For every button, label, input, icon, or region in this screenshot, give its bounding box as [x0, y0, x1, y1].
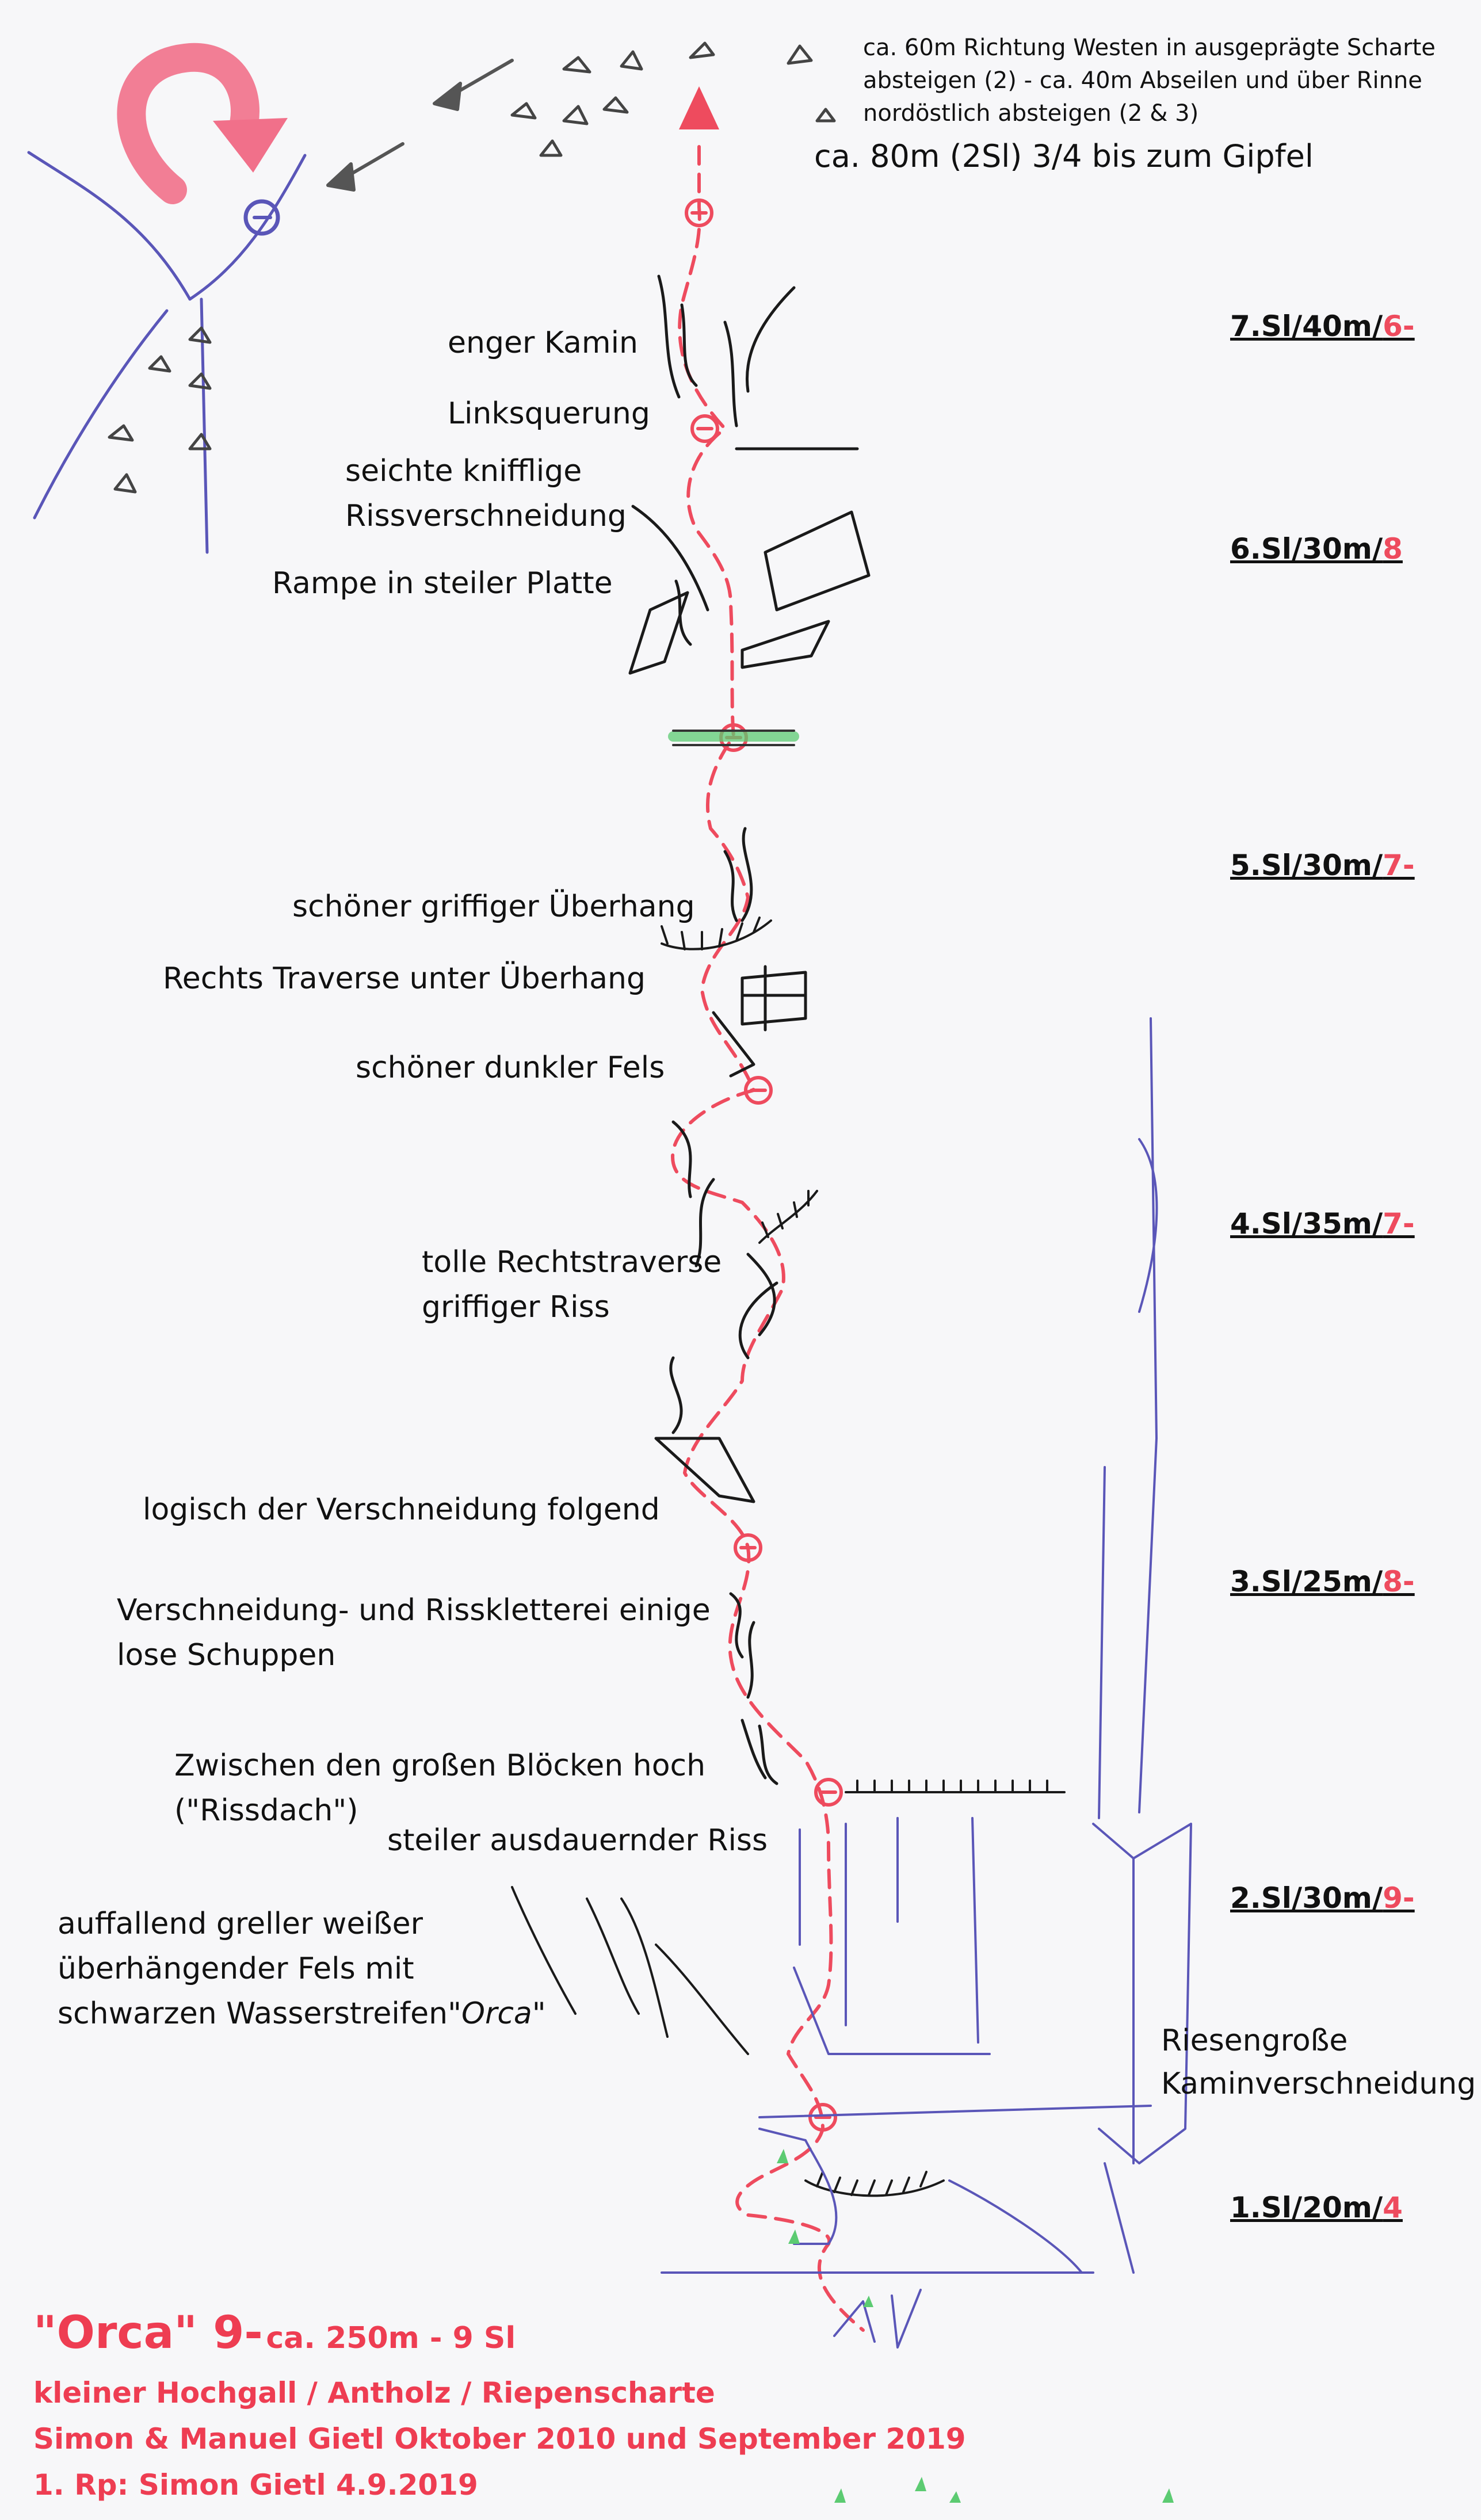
summit-note: ca. 80m (2Sl) 3/4 bis zum Gipfel — [814, 138, 1314, 174]
descent-note-line-1: ca. 60m Richtung Westen in ausgeprägte Scharte — [863, 35, 1436, 61]
ledge-grass — [673, 731, 794, 745]
gully-sketch — [29, 152, 305, 552]
label-kamin-line-1: Riesengroße — [1161, 2023, 1348, 2058]
pitch-5-label: 5.Sl/30m/ — [1230, 849, 1383, 882]
pitch-5-grade: 7- — [1383, 849, 1415, 882]
label-kamin-line-2: Kaminverschneidung — [1161, 2067, 1476, 2102]
pitch-6-grade: 8 — [1383, 532, 1403, 566]
label-verschneidung — [117, 1588, 711, 1678]
label-seichte-rissverschneidung — [345, 449, 627, 539]
descent-note-line-2: absteigen (2) - ca. 40m Abseilen und über Rinne — [863, 67, 1422, 94]
route-name: "Orca" 9- — [33, 2307, 263, 2359]
pitch-6 — [1230, 532, 1403, 566]
pitch-7-label: 7.Sl/40m/ — [1230, 310, 1383, 343]
pitch-2-label: 2.Sl/30m/ — [1230, 1881, 1383, 1915]
label-orca-line-2: überhängender Fels mit — [58, 1952, 414, 1986]
pitch-4-grade: 7- — [1383, 1207, 1415, 1240]
label-traverse: Rechts Traverse unter Überhang — [163, 961, 646, 996]
pitch-3-label: 3.Sl/25m/ — [1230, 1565, 1383, 1598]
pitch-1 — [1230, 2191, 1403, 2224]
orca-rock-sketch — [512, 1887, 748, 2054]
pitch-2 — [1230, 1881, 1415, 1915]
pitch-3 — [1230, 1565, 1415, 1598]
label-bloecke-line-1: Zwischen den großen Blöcken hoch — [174, 1748, 706, 1783]
route-area: kleiner Hochgall / Antholz / Riepenscharte — [33, 2376, 715, 2410]
descent-note — [863, 32, 1436, 129]
label-kaminverschneidung — [1161, 2019, 1476, 2106]
pitch-4 — [1230, 1207, 1415, 1240]
pitch-1-label: 1.Sl/20m/ — [1230, 2191, 1383, 2224]
pitch-7-grade: 6- — [1383, 310, 1415, 343]
overhang-hatching — [662, 918, 1064, 2196]
pitch-4-label: 4.Sl/35m/ — [1230, 1207, 1383, 1240]
label-bloecke-line-2: ("Rissdach") — [174, 1793, 358, 1828]
descent-path-arrows — [328, 60, 512, 190]
label-steiler-riss: steiler ausdauernder Riss — [387, 1823, 768, 1858]
label-orca-line-3-text: schwarzen Wasserstreifen" — [58, 1996, 462, 2031]
route-first-redpoint: 1. Rp: Simon Gietl 4.9.2019 — [33, 2468, 478, 2502]
label-rechtstraverse-line-1: tolle Rechtstraverse — [422, 1245, 722, 1280]
label-orca-line-1: auffallend greller weißer — [58, 1907, 423, 1941]
pitch-3-grade: 8- — [1383, 1565, 1415, 1598]
label-enger-kamin: enger Kamin — [448, 326, 638, 360]
label-seichte-line-2: Rissverschneidung — [345, 499, 627, 533]
pitch-1-grade: 4 — [1383, 2191, 1403, 2224]
label-orca-line-3-name: Orca" — [461, 1996, 546, 2031]
descent-arrow-icon — [131, 58, 288, 190]
route-info: ca. 250m - 9 Sl — [266, 2321, 516, 2355]
label-logisch: logisch der Verschneidung folgend — [143, 1492, 660, 1527]
pitch-7 — [1230, 310, 1415, 343]
route-title — [33, 2307, 516, 2359]
summit-arrow-icon — [679, 86, 719, 129]
pitch-2-grade: 9- — [1383, 1881, 1415, 1915]
label-ueberhang: schöner griffiger Überhang — [292, 889, 695, 924]
label-rampe: Rampe in steiler Platte — [272, 566, 613, 601]
label-linksquerung: Linksquerung — [448, 396, 650, 431]
label-orca-rock — [58, 1902, 546, 2036]
label-seichte-line-1: seichte knifflige — [345, 454, 582, 488]
label-verschneidung-line-2: lose Schuppen — [117, 1638, 336, 1673]
label-dunkler-fels: schöner dunkler Fels — [356, 1051, 665, 1085]
route-authors: Simon & Manuel Gietl Oktober 2010 und September 2019 — [33, 2422, 966, 2456]
descent-note-line-3: nordöstlich absteigen (2 & 3) — [863, 100, 1199, 127]
label-orca-line-3 — [58, 1991, 546, 2036]
chimney-sketch — [662, 1018, 1191, 2347]
pitch-6-label: 6.Sl/30m/ — [1230, 532, 1383, 566]
pitch-5 — [1230, 849, 1415, 882]
label-rechtstraverse-line-2: griffiger Riss — [422, 1290, 610, 1324]
label-rechtstraverse — [422, 1240, 722, 1330]
label-verschneidung-line-1: Verschneidung- und Risskletterei einige — [117, 1593, 711, 1628]
